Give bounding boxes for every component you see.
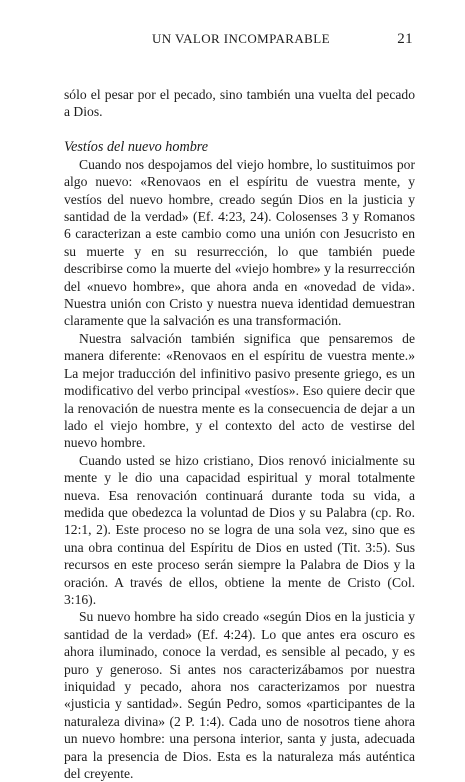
paragraph: Su nuevo hombre ha sido creado «según Dios en la justicia y santidad de la verdad» (Ef. 4:24). Lo que antes era oscuro es ahora iluminado, conoce la verdad, es sensible al pecado, y es puro y generoso. Si antes nos caracterizábamos por nuestra iniquidad y pecado, ahora nos caracterizamos por nuestra «justicia y santidad». Según Pedro, somos «participantes de la naturaleza divina» (2 P. 1:4). Cada uno de nosotros tiene ahora un nuevo hombre: una persona interior, santa y justa, adecuada para la presencia de Dios. Esta es la naturaleza más auténtica del creyente.	[64, 609, 415, 782]
page-number: 21	[397, 31, 413, 47]
paragraph: Nuestra salvación también significa que pensaremos de manera diferente: «Renovaos en el espíritu de vuestra mente.» La mejor traducción del infinitivo pasivo presente griego, es un modificativo del verbo principal «vestíos». Eso quiere decir que la renovación de nuestra mente es la consecuencia de dejar a un lado el viejo hombre, y el contexto del acto de vestirse del nuevo hombre.	[64, 330, 415, 451]
paragraph: Cuando usted se hizo cristiano, Dios renovó inicialmente su mente y le dio una capacidad espiritual y moral totalmente nueva. Esa renovación continuará durante toda su vida, a medida que obedezca la voluntad de Dios y su Palabra (cp. Ro. 12:1, 2). Este proceso no se logra de una sola vez, sino que es una obra continua del Espíritu de Dios en usted (Tit. 3:5). Sus recursos en este proceso serán siempre la Palabra de Dios y la oración. A través de ellos, obtiene la mente de Cristo (Col. 3:16).	[64, 452, 415, 607]
running-title: UN VALOR INCOMPARABLE	[152, 31, 330, 46]
continued-paragraph: sólo el pesar por el pecado, sino también una vuelta del pecado a Dios.	[64, 87, 415, 120]
paragraph: Cuando nos despojamos del viejo hombre, lo sustituimos por algo nuevo: «Renovaos en el espíritu de vuestra mente, y vestíos del nuevo hombre, creado según Dios en la justicia y santidad de la verdad» (Ef. 4:23, 24). Colosenses 3 y Romanos 6 caracterizan a este cambio como una unión con Jesucristo en su muerte y en su resurrección, lo que también puede describirse como la muerte del «viejo hombre» y la resurrección del «nuevo hombre», que ahora anda en «novedad de vida». Nuestra unión con Cristo y nuestra nueva identidad demuestran claramente que la salvación es una transformación.	[64, 156, 415, 329]
section-heading: Vestíos del nuevo hombre	[64, 138, 209, 155]
body-text	[64, 86, 415, 782]
